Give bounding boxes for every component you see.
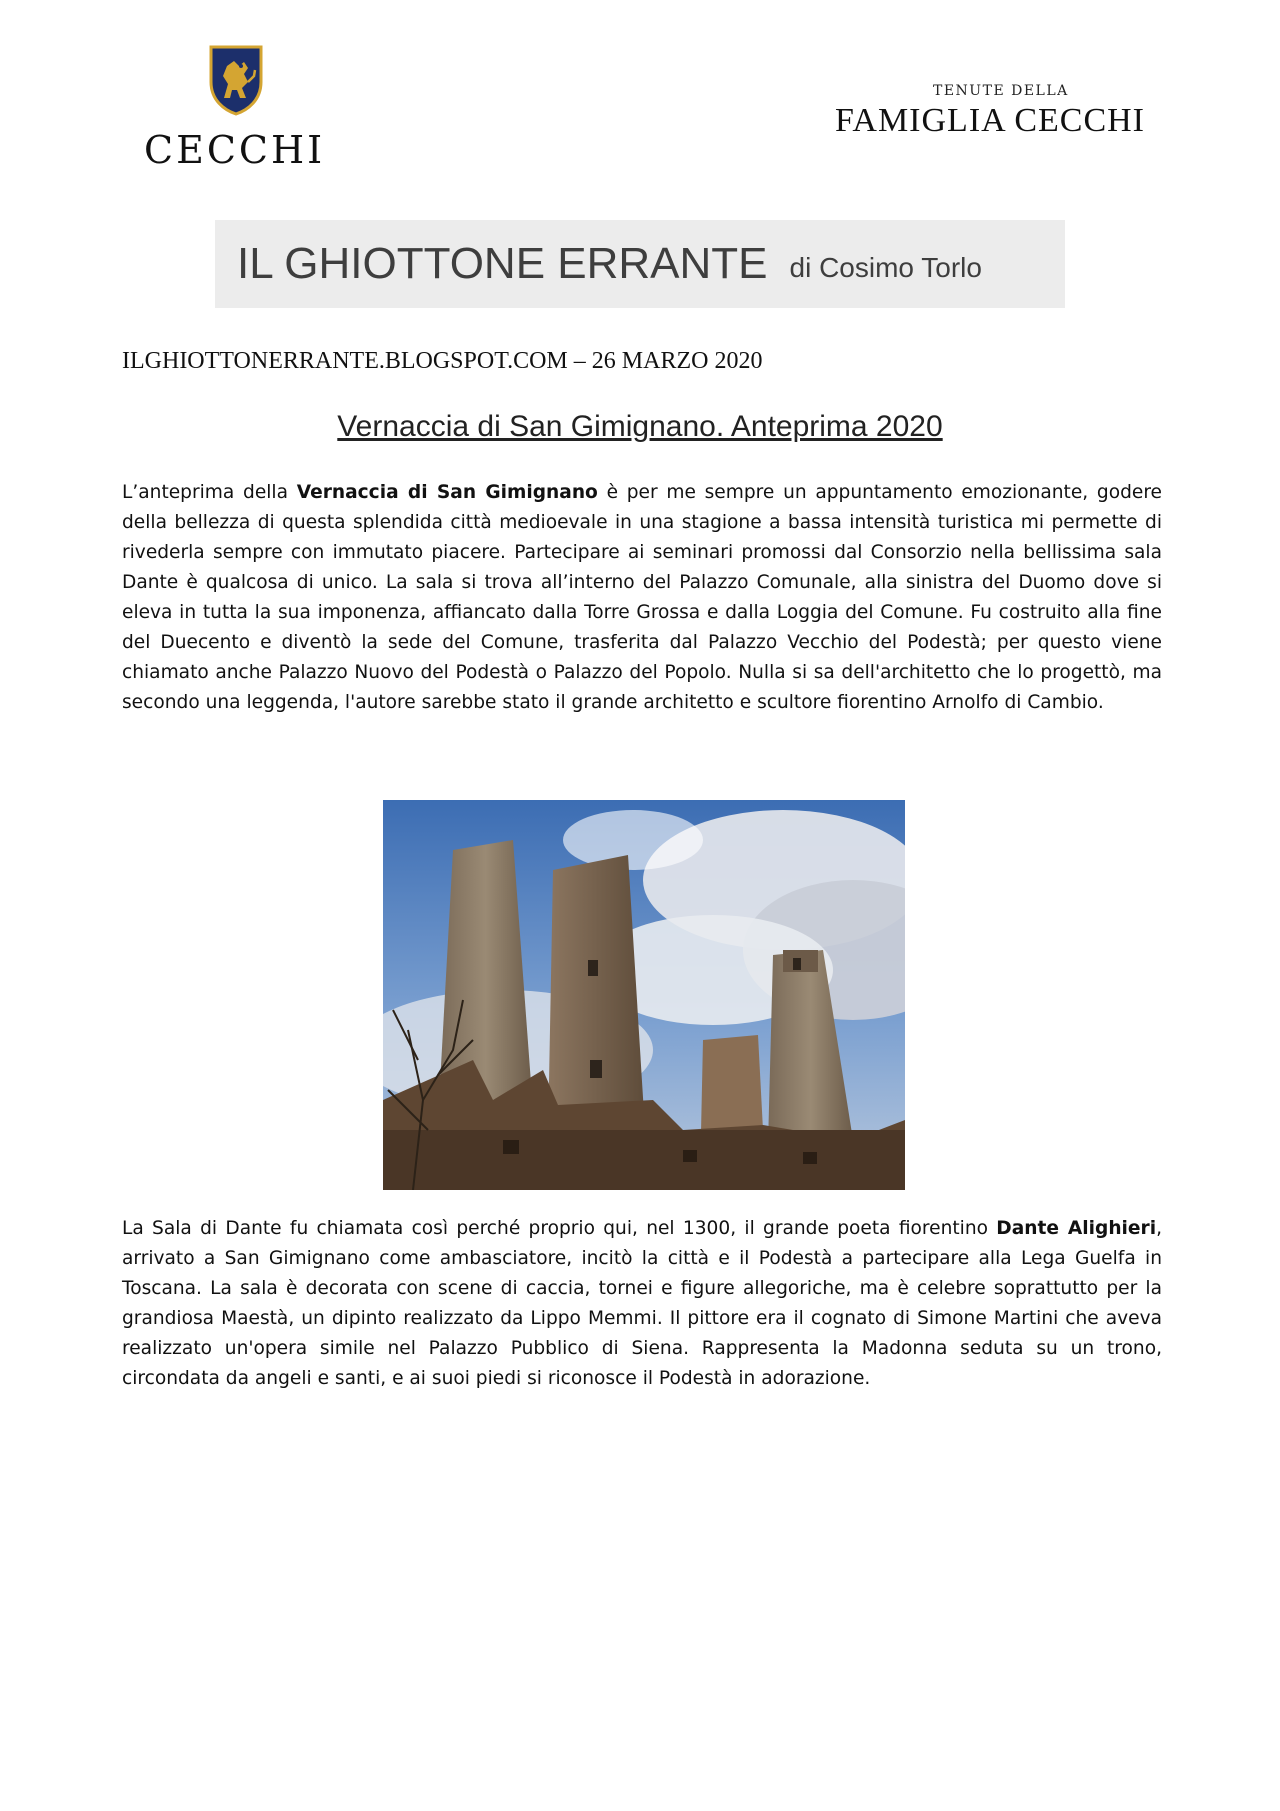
- banner-title: IL GHIOTTONE ERRANTE: [237, 239, 768, 288]
- article-title: Vernaccia di San Gimignano. Anteprima 2020: [337, 410, 943, 443]
- source-line: ILGHIOTTONERRANTE.BLOGSPOT.COM – 26 MARZO 2020: [122, 348, 763, 374]
- famiglia-cecchi-logo: [835, 80, 1165, 150]
- cecchi-wordmark: CECCHI: [144, 128, 326, 172]
- bold-dante: Dante Alighieri: [996, 1218, 1157, 1239]
- lion-crest-icon: [208, 44, 264, 116]
- tenute-della-text: TENUTE DELLA: [933, 83, 1069, 99]
- cecchi-logo: [140, 44, 340, 174]
- article-paragraph-2: La Sala di Dante fu chiamata così perché proprio qui, nel 1300, il grande poeta fiorentino Dante Alighieri, arrivato a San Gimignano come ambasciatore, incitò la città e il Podestà a partecipare alla Lega Guelfa in Toscana. La sala è decorata con scene di caccia, tornei e figure allegoriche, ma è celebre soprattutto per la grandiosa Maestà, un dipinto realizzato da Lippo Memmi. Il pittore era il cognato di Simone Martini che aveva realizzato un'opera simile nel Palazzo Pubblico di Siena. Rappresenta la Madonna seduta su un trono, circondata da angeli e santi, e ai suoi piedi si riconosce il Podestà in adorazione.: [122, 1218, 1163, 1389]
- banner-subtitle: di Cosimo Torlo: [789, 252, 982, 283]
- san-gimignano-towers-photo: [383, 800, 905, 1190]
- bold-vernaccia: Vernaccia di San Gimignano: [296, 482, 598, 503]
- blog-banner: [215, 220, 1065, 308]
- famiglia-cecchi-wordmark: FAMIGLIA CECCHI: [835, 102, 1145, 139]
- article-paragraph-1: L’anteprima della Vernaccia di San Gimignano è per me sempre un appuntamento emozionante, godere della bellezza di questa splendida città medioevale in una stagione a bassa intensità turistica mi permette di rivederla sempre con immutato piacere. Partecipare ai seminari promossi dal Consorzio nella bellissima sala Dante è qualcosa di unico. La sala si trova all’interno del Palazzo Comunale, alla sinistra del Duomo dove si eleva in tutta la sua imponenza, affiancato dalla Torre Grossa e dalla Loggia del Comune. Fu costruito alla fine del Duecento e diventò la sede del Comune, trasferita dal Palazzo Vecchio del Podestà; per questo viene chiamato anche Palazzo Nuovo del Podestà o Palazzo del Popolo. Nulla si sa dell'architetto che lo progettò, ma secondo una leggenda, l'autore sarebbe stato il grande architetto e scultore fiorentino Arnolfo di Cambio.: [122, 482, 1162, 713]
